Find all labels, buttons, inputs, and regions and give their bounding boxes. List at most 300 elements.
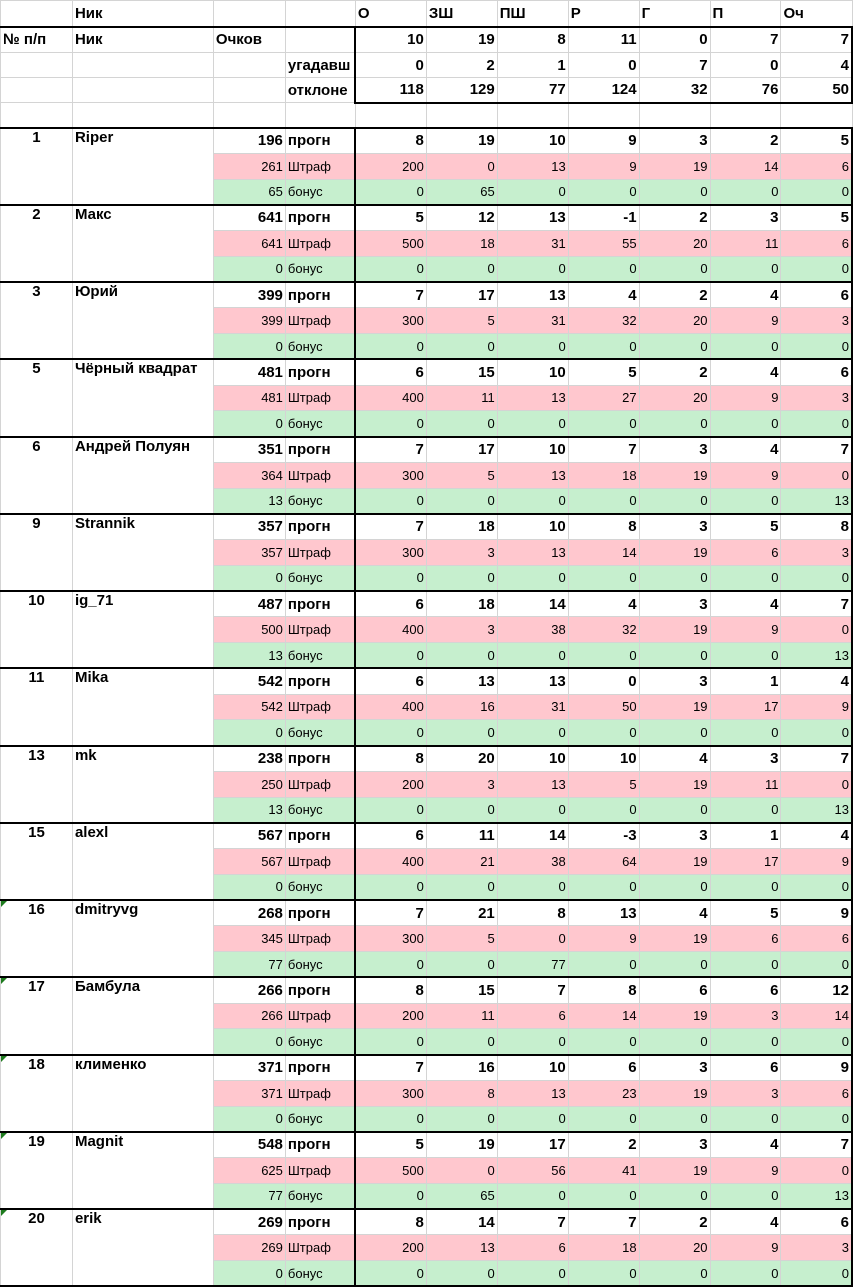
value-cell: 2 bbox=[710, 128, 781, 154]
value-cell: 0 bbox=[497, 1183, 568, 1209]
header-points: Очков bbox=[213, 27, 285, 53]
value-cell: 0 bbox=[497, 565, 568, 591]
value-cell: 0 bbox=[497, 179, 568, 205]
value-cell: 0 bbox=[355, 53, 426, 78]
value-cell: 8 bbox=[355, 977, 426, 1003]
value-cell: 32 bbox=[568, 308, 639, 334]
value-cell: 0 bbox=[426, 565, 497, 591]
value-cell: 0 bbox=[426, 1106, 497, 1132]
value-cell: 0 bbox=[426, 1029, 497, 1055]
value-cell: 400 bbox=[355, 385, 426, 411]
value-cell: 2 bbox=[568, 1132, 639, 1158]
value-cell: -1 bbox=[568, 205, 639, 231]
player-points: 641 bbox=[213, 205, 285, 231]
column-header: ЗШ bbox=[426, 1, 497, 27]
bonus-total: 0 bbox=[213, 1261, 285, 1287]
fine-total: 345 bbox=[213, 926, 285, 952]
value-cell: 0 bbox=[568, 1183, 639, 1209]
value-cell: 5 bbox=[781, 128, 852, 154]
player-number: 13 bbox=[1, 746, 73, 823]
value-cell: 11 bbox=[710, 771, 781, 797]
row-label: прогн bbox=[285, 514, 355, 540]
fine-total: 481 bbox=[213, 385, 285, 411]
value-cell: 4 bbox=[710, 1209, 781, 1235]
value-cell: 18 bbox=[426, 514, 497, 540]
player-nick: mk bbox=[72, 746, 213, 823]
value-cell: 0 bbox=[710, 256, 781, 282]
value-cell: 14 bbox=[781, 1003, 852, 1029]
value-cell: 19 bbox=[426, 27, 497, 53]
value-cell: 10 bbox=[497, 128, 568, 154]
value-cell: 3 bbox=[710, 1003, 781, 1029]
player-row bbox=[1, 900, 853, 926]
value-cell: 3 bbox=[426, 771, 497, 797]
value-cell: 13 bbox=[497, 205, 568, 231]
value-cell: 9 bbox=[568, 926, 639, 952]
value-cell: 0 bbox=[710, 952, 781, 978]
bonus-total: 13 bbox=[213, 797, 285, 823]
player-number: 15 bbox=[1, 823, 73, 900]
value-cell: -3 bbox=[568, 823, 639, 849]
value-cell: 7 bbox=[781, 591, 852, 617]
value-cell: 0 bbox=[568, 53, 639, 78]
value-cell: 6 bbox=[568, 1055, 639, 1081]
empty-cell bbox=[213, 103, 285, 128]
value-cell: 10 bbox=[497, 359, 568, 385]
value-cell: 3 bbox=[426, 617, 497, 643]
row-label: бонус bbox=[285, 643, 355, 669]
value-cell: 56 bbox=[497, 1158, 568, 1184]
value-cell: 6 bbox=[781, 231, 852, 257]
value-cell: 0 bbox=[568, 1106, 639, 1132]
bonus-total: 0 bbox=[213, 411, 285, 437]
value-cell: 6 bbox=[355, 359, 426, 385]
value-cell: 4 bbox=[781, 668, 852, 694]
empty-cell bbox=[285, 1, 355, 27]
value-cell: 3 bbox=[426, 540, 497, 566]
value-cell: 9 bbox=[568, 128, 639, 154]
value-cell: 9 bbox=[710, 1158, 781, 1184]
empty-cell bbox=[72, 103, 213, 128]
value-cell: 9 bbox=[781, 849, 852, 875]
value-cell: 3 bbox=[781, 385, 852, 411]
value-cell: 3 bbox=[781, 308, 852, 334]
value-cell: 3 bbox=[639, 668, 710, 694]
value-cell: 0 bbox=[497, 488, 568, 514]
value-cell: 9 bbox=[710, 617, 781, 643]
value-cell: 0 bbox=[781, 1029, 852, 1055]
value-cell: 17 bbox=[710, 694, 781, 720]
value-cell: 15 bbox=[426, 977, 497, 1003]
row-label: угадавш bbox=[285, 53, 355, 78]
value-cell: 3 bbox=[710, 746, 781, 772]
bonus-total: 0 bbox=[213, 1106, 285, 1132]
empty-cell bbox=[781, 103, 852, 128]
row-label: прогн bbox=[285, 282, 355, 308]
value-cell: 0 bbox=[710, 1261, 781, 1287]
value-cell: 0 bbox=[710, 411, 781, 437]
value-cell: 12 bbox=[781, 977, 852, 1003]
value-cell: 500 bbox=[355, 231, 426, 257]
column-header: Оч bbox=[781, 1, 852, 27]
table-body bbox=[1, 1, 853, 1287]
value-cell: 9 bbox=[710, 462, 781, 488]
row-label: бонус bbox=[285, 179, 355, 205]
value-cell: 0 bbox=[355, 1029, 426, 1055]
value-cell: 0 bbox=[710, 565, 781, 591]
player-row bbox=[1, 746, 853, 772]
value-cell: 6 bbox=[710, 977, 781, 1003]
column-header: П bbox=[710, 1, 781, 27]
value-cell: 13 bbox=[497, 1080, 568, 1106]
value-cell: 11 bbox=[426, 1003, 497, 1029]
row-label: бонус bbox=[285, 1029, 355, 1055]
value-cell: 17 bbox=[710, 849, 781, 875]
value-cell: 0 bbox=[355, 797, 426, 823]
value-cell: 7 bbox=[781, 437, 852, 463]
value-cell: 32 bbox=[639, 78, 710, 103]
value-cell: 0 bbox=[781, 411, 852, 437]
player-row bbox=[1, 205, 853, 231]
row-label: бонус bbox=[285, 256, 355, 282]
row-label: Штраф bbox=[285, 694, 355, 720]
row-label: Штраф bbox=[285, 1080, 355, 1106]
value-cell: 129 bbox=[426, 78, 497, 103]
value-cell: 0 bbox=[426, 797, 497, 823]
header-row-totals bbox=[1, 27, 853, 53]
row-label: Штраф bbox=[285, 308, 355, 334]
bonus-total: 0 bbox=[213, 334, 285, 360]
value-cell: 20 bbox=[426, 746, 497, 772]
row-label: бонус bbox=[285, 334, 355, 360]
value-cell: 20 bbox=[639, 308, 710, 334]
value-cell: 3 bbox=[639, 1055, 710, 1081]
player-points: 399 bbox=[213, 282, 285, 308]
player-points: 238 bbox=[213, 746, 285, 772]
value-cell: 0 bbox=[710, 179, 781, 205]
value-cell: 9 bbox=[710, 385, 781, 411]
value-cell: 18 bbox=[568, 462, 639, 488]
value-cell: 8 bbox=[497, 27, 568, 53]
empty-cell bbox=[213, 53, 285, 78]
value-cell: 19 bbox=[639, 153, 710, 179]
value-cell: 27 bbox=[568, 385, 639, 411]
value-cell: 17 bbox=[426, 282, 497, 308]
value-cell: 19 bbox=[639, 1158, 710, 1184]
value-cell: 5 bbox=[710, 900, 781, 926]
row-label: прогн bbox=[285, 900, 355, 926]
value-cell: 7 bbox=[568, 1209, 639, 1235]
value-cell: 19 bbox=[639, 694, 710, 720]
value-cell: 0 bbox=[568, 488, 639, 514]
row-label: Штраф bbox=[285, 153, 355, 179]
empty-cell bbox=[1, 78, 73, 103]
value-cell: 0 bbox=[781, 617, 852, 643]
value-cell: 0 bbox=[781, 565, 852, 591]
value-cell: 6 bbox=[781, 359, 852, 385]
header-row-deviation bbox=[1, 78, 853, 103]
value-cell: 13 bbox=[781, 1183, 852, 1209]
player-nick: Бамбула bbox=[72, 977, 213, 1054]
bonus-total: 0 bbox=[213, 720, 285, 746]
fine-total: 266 bbox=[213, 1003, 285, 1029]
value-cell: 13 bbox=[426, 1235, 497, 1261]
empty-cell bbox=[426, 103, 497, 128]
value-cell: 65 bbox=[426, 179, 497, 205]
empty-cell bbox=[355, 103, 426, 128]
empty-cell bbox=[497, 103, 568, 128]
value-cell: 0 bbox=[781, 874, 852, 900]
value-cell: 31 bbox=[497, 231, 568, 257]
value-cell: 14 bbox=[568, 540, 639, 566]
value-cell: 300 bbox=[355, 926, 426, 952]
player-row bbox=[1, 668, 853, 694]
value-cell: 0 bbox=[426, 411, 497, 437]
value-cell: 5 bbox=[781, 205, 852, 231]
value-cell: 400 bbox=[355, 694, 426, 720]
value-cell: 10 bbox=[497, 1055, 568, 1081]
value-cell: 19 bbox=[639, 771, 710, 797]
value-cell: 19 bbox=[639, 1003, 710, 1029]
value-cell: 0 bbox=[639, 488, 710, 514]
value-cell: 38 bbox=[497, 617, 568, 643]
row-label: прогн bbox=[285, 1055, 355, 1081]
value-cell: 0 bbox=[426, 153, 497, 179]
player-nick: Андрей Полуян bbox=[72, 437, 213, 514]
value-cell: 5 bbox=[710, 514, 781, 540]
value-cell: 3 bbox=[639, 437, 710, 463]
value-cell: 0 bbox=[781, 462, 852, 488]
row-label: бонус bbox=[285, 797, 355, 823]
value-cell: 0 bbox=[568, 256, 639, 282]
value-cell: 11 bbox=[568, 27, 639, 53]
value-cell: 9 bbox=[710, 1235, 781, 1261]
row-label: Штраф bbox=[285, 1158, 355, 1184]
value-cell: 0 bbox=[781, 952, 852, 978]
row-label: прогн bbox=[285, 437, 355, 463]
row-label: Штраф bbox=[285, 617, 355, 643]
value-cell: 0 bbox=[639, 1261, 710, 1287]
value-cell: 7 bbox=[355, 514, 426, 540]
value-cell: 0 bbox=[355, 874, 426, 900]
value-cell: 18 bbox=[568, 1235, 639, 1261]
player-number: 19 bbox=[1, 1132, 73, 1209]
value-cell: 9 bbox=[781, 1055, 852, 1081]
player-row bbox=[1, 823, 853, 849]
bonus-total: 65 bbox=[213, 179, 285, 205]
player-points: 487 bbox=[213, 591, 285, 617]
value-cell: 200 bbox=[355, 1235, 426, 1261]
player-number: 20 bbox=[1, 1209, 73, 1286]
row-label: Штраф bbox=[285, 462, 355, 488]
value-cell: 8 bbox=[497, 900, 568, 926]
value-cell: 14 bbox=[568, 1003, 639, 1029]
player-row bbox=[1, 1055, 853, 1081]
value-cell: 13 bbox=[426, 668, 497, 694]
row-label: бонус bbox=[285, 874, 355, 900]
value-cell: 13 bbox=[497, 771, 568, 797]
value-cell: 3 bbox=[781, 1235, 852, 1261]
value-cell: 2 bbox=[639, 359, 710, 385]
row-label: Штраф bbox=[285, 1235, 355, 1261]
value-cell: 6 bbox=[781, 1209, 852, 1235]
value-cell: 0 bbox=[355, 334, 426, 360]
player-number: 5 bbox=[1, 359, 73, 436]
value-cell: 7 bbox=[639, 53, 710, 78]
player-row bbox=[1, 1132, 853, 1158]
fine-total: 399 bbox=[213, 308, 285, 334]
value-cell: 0 bbox=[639, 952, 710, 978]
row-label: отклоне bbox=[285, 78, 355, 103]
value-cell: 3 bbox=[710, 1080, 781, 1106]
value-cell: 400 bbox=[355, 849, 426, 875]
row-label: бонус bbox=[285, 488, 355, 514]
value-cell: 0 bbox=[781, 720, 852, 746]
value-cell: 0 bbox=[426, 952, 497, 978]
value-cell: 13 bbox=[781, 488, 852, 514]
value-cell: 0 bbox=[568, 952, 639, 978]
value-cell: 3 bbox=[639, 823, 710, 849]
player-nick: Magnit bbox=[72, 1132, 213, 1209]
value-cell: 41 bbox=[568, 1158, 639, 1184]
fine-total: 364 bbox=[213, 462, 285, 488]
value-cell: 0 bbox=[497, 411, 568, 437]
value-cell: 300 bbox=[355, 1080, 426, 1106]
player-number: 16 bbox=[1, 900, 73, 977]
value-cell: 31 bbox=[497, 308, 568, 334]
column-header: О bbox=[355, 1, 426, 27]
value-cell: 6 bbox=[781, 926, 852, 952]
player-points: 371 bbox=[213, 1055, 285, 1081]
value-cell: 4 bbox=[710, 1132, 781, 1158]
value-cell: 6 bbox=[355, 591, 426, 617]
value-cell: 5 bbox=[426, 926, 497, 952]
column-header: ПШ bbox=[497, 1, 568, 27]
value-cell: 6 bbox=[710, 540, 781, 566]
value-cell: 0 bbox=[568, 874, 639, 900]
value-cell: 6 bbox=[497, 1235, 568, 1261]
player-nick: Riper bbox=[72, 128, 213, 205]
bonus-total: 0 bbox=[213, 256, 285, 282]
value-cell: 19 bbox=[426, 128, 497, 154]
value-cell: 124 bbox=[568, 78, 639, 103]
value-cell: 3 bbox=[639, 1132, 710, 1158]
value-cell: 0 bbox=[639, 720, 710, 746]
row-label: Штраф bbox=[285, 1003, 355, 1029]
value-cell: 12 bbox=[426, 205, 497, 231]
empty-cell bbox=[72, 53, 213, 78]
empty-cell bbox=[710, 103, 781, 128]
player-row bbox=[1, 359, 853, 385]
player-number: 1 bbox=[1, 128, 73, 205]
value-cell: 0 bbox=[639, 565, 710, 591]
value-cell: 0 bbox=[639, 411, 710, 437]
value-cell: 7 bbox=[710, 27, 781, 53]
value-cell: 0 bbox=[497, 643, 568, 669]
value-cell: 17 bbox=[426, 437, 497, 463]
value-cell: 0 bbox=[355, 565, 426, 591]
value-cell: 6 bbox=[355, 668, 426, 694]
player-nick: erik bbox=[72, 1209, 213, 1286]
value-cell: 0 bbox=[639, 643, 710, 669]
row-label: Штраф bbox=[285, 771, 355, 797]
value-cell: 9 bbox=[781, 694, 852, 720]
value-cell: 0 bbox=[781, 179, 852, 205]
player-points: 481 bbox=[213, 359, 285, 385]
empty-cell bbox=[639, 103, 710, 128]
value-cell: 7 bbox=[355, 437, 426, 463]
value-cell: 0 bbox=[355, 1106, 426, 1132]
fine-total: 269 bbox=[213, 1235, 285, 1261]
player-number: 18 bbox=[1, 1055, 73, 1132]
value-cell: 10 bbox=[497, 514, 568, 540]
value-cell: 0 bbox=[781, 771, 852, 797]
row-label: прогн bbox=[285, 746, 355, 772]
player-nick: клименко bbox=[72, 1055, 213, 1132]
header-row-columns bbox=[1, 1, 853, 27]
value-cell: 5 bbox=[568, 359, 639, 385]
player-row bbox=[1, 282, 853, 308]
player-row bbox=[1, 128, 853, 154]
value-cell: 0 bbox=[568, 643, 639, 669]
value-cell: 20 bbox=[639, 1235, 710, 1261]
value-cell: 16 bbox=[426, 694, 497, 720]
player-nick: Чёрный квадрат bbox=[72, 359, 213, 436]
row-label: прогн bbox=[285, 823, 355, 849]
value-cell: 0 bbox=[497, 256, 568, 282]
value-cell: 77 bbox=[497, 78, 568, 103]
player-points: 351 bbox=[213, 437, 285, 463]
value-cell: 6 bbox=[710, 926, 781, 952]
player-points: 269 bbox=[213, 1209, 285, 1235]
value-cell: 8 bbox=[568, 977, 639, 1003]
value-cell: 77 bbox=[497, 952, 568, 978]
value-cell: 50 bbox=[781, 78, 852, 103]
value-cell: 21 bbox=[426, 900, 497, 926]
value-cell: 13 bbox=[568, 900, 639, 926]
player-points: 357 bbox=[213, 514, 285, 540]
value-cell: 0 bbox=[568, 797, 639, 823]
row-label: Штраф bbox=[285, 540, 355, 566]
value-cell: 0 bbox=[781, 256, 852, 282]
value-cell: 32 bbox=[568, 617, 639, 643]
value-cell: 0 bbox=[497, 1261, 568, 1287]
empty-cell bbox=[568, 103, 639, 128]
player-points: 196 bbox=[213, 128, 285, 154]
column-header: Г bbox=[639, 1, 710, 27]
empty-cell bbox=[213, 78, 285, 103]
value-cell: 0 bbox=[497, 874, 568, 900]
empty-cell bbox=[72, 78, 213, 103]
value-cell: 0 bbox=[710, 797, 781, 823]
fine-total: 625 bbox=[213, 1158, 285, 1184]
value-cell: 0 bbox=[426, 643, 497, 669]
empty-cell bbox=[1, 1, 73, 27]
fine-total: 567 bbox=[213, 849, 285, 875]
player-nick: Mika bbox=[72, 668, 213, 745]
row-label: бонус bbox=[285, 1183, 355, 1209]
value-cell: 13 bbox=[497, 462, 568, 488]
value-cell: 0 bbox=[568, 565, 639, 591]
value-cell: 1 bbox=[710, 823, 781, 849]
value-cell: 0 bbox=[497, 334, 568, 360]
value-cell: 4 bbox=[710, 282, 781, 308]
value-cell: 19 bbox=[639, 849, 710, 875]
value-cell: 0 bbox=[639, 874, 710, 900]
value-cell: 16 bbox=[426, 1055, 497, 1081]
player-number: 11 bbox=[1, 668, 73, 745]
value-cell: 0 bbox=[426, 256, 497, 282]
